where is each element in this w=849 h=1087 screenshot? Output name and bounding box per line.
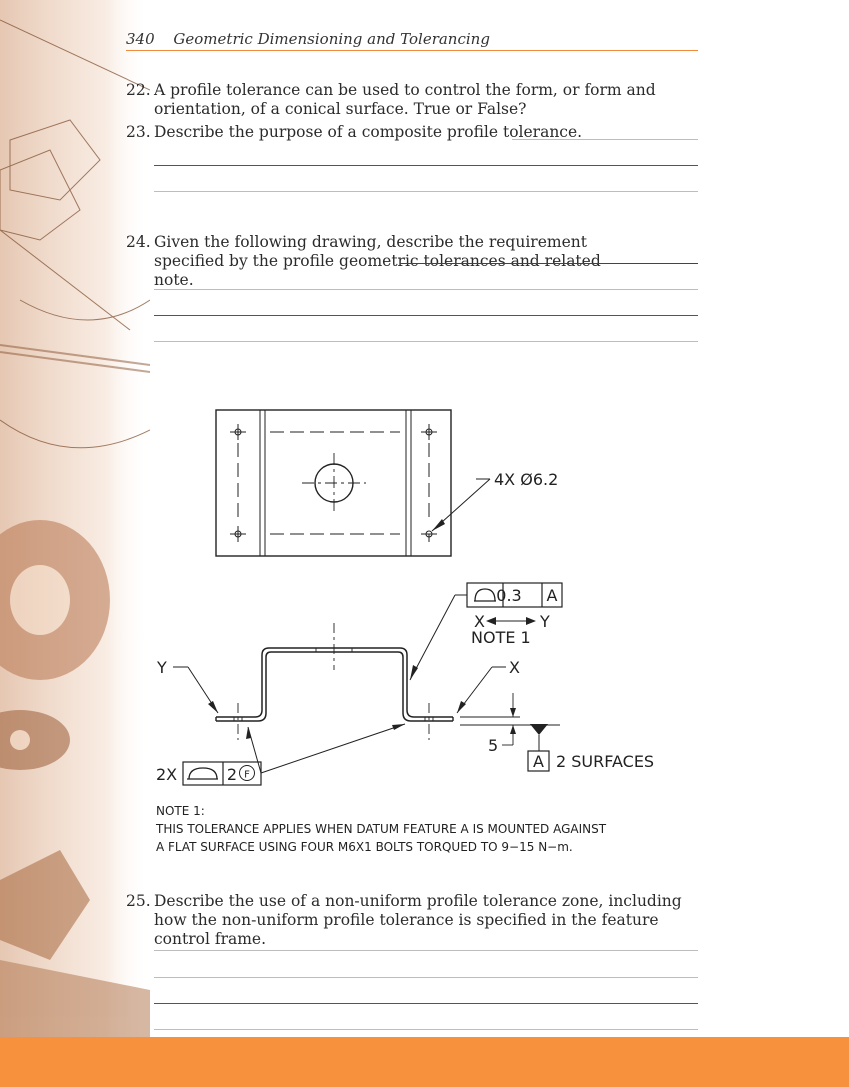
datum-triangle bbox=[530, 724, 548, 735]
label-y: Y bbox=[157, 658, 167, 677]
profile-of-surface-icon bbox=[187, 768, 218, 779]
question-number: 22. bbox=[126, 81, 151, 99]
answer-line[interactable] bbox=[154, 341, 698, 342]
question-25 bbox=[126, 892, 706, 949]
between-x-label: X bbox=[474, 612, 485, 631]
answer-line[interactable] bbox=[512, 139, 698, 140]
fcf-top-value: 0.3 bbox=[496, 586, 522, 605]
datum-a-label: A bbox=[533, 752, 544, 771]
fcf-top-datum: A bbox=[546, 586, 558, 605]
hole-callout: 4X Ø6.2 bbox=[494, 470, 559, 489]
note-title: NOTE 1: bbox=[156, 804, 205, 818]
question-24 bbox=[126, 233, 706, 290]
answer-line[interactable] bbox=[154, 977, 698, 978]
answer-line[interactable] bbox=[154, 1003, 698, 1004]
question-number: 25. bbox=[126, 892, 151, 910]
question-text: A profile tolerance can be used to control the form, or form and orientation, of a conical surface. True or False? bbox=[154, 81, 656, 118]
running-title: Geometric Dimensioning and Tolerancing bbox=[173, 30, 490, 48]
question-number: 23. bbox=[126, 123, 151, 141]
answer-line[interactable] bbox=[154, 1029, 698, 1030]
question-22 bbox=[126, 81, 706, 119]
fcf-bottom-multiplier: 2X bbox=[156, 765, 178, 784]
fcf-bottom-value: 2 bbox=[226, 765, 238, 784]
decorative-margin-art bbox=[0, 0, 150, 1040]
answer-line[interactable] bbox=[154, 191, 698, 192]
page-number: 340 bbox=[126, 30, 155, 48]
answer-line[interactable] bbox=[154, 289, 698, 290]
question-number: 24. bbox=[126, 233, 151, 251]
footer-bar bbox=[0, 1037, 849, 1087]
answer-line[interactable] bbox=[154, 315, 698, 316]
question-text: Given the following drawing, describe the requirement specified by the profile geometric tolerances and related note. bbox=[154, 233, 601, 289]
between-y-label: Y bbox=[540, 612, 550, 631]
answer-line[interactable] bbox=[154, 950, 698, 951]
note-line-2: A FLAT SURFACE USING FOUR M6X1 BOLTS TORQUED TO 9−15 N−m. bbox=[156, 840, 573, 854]
running-header bbox=[126, 30, 698, 51]
fcf-bottom-modifier: F bbox=[244, 769, 250, 781]
answer-line[interactable] bbox=[154, 165, 698, 166]
question-text: Describe the use of a non-uniform profile tolerance zone, including how the non-uniform profile tolerance is specified in the feature control frame. bbox=[154, 892, 682, 948]
dimension-5: 5 bbox=[488, 736, 499, 755]
part-profile-outer bbox=[216, 648, 453, 717]
note-reference: NOTE 1 bbox=[471, 628, 531, 647]
profile-of-surface-icon bbox=[474, 589, 496, 601]
answer-line[interactable] bbox=[400, 263, 698, 264]
question-text: Describe the purpose of a composite profile tolerance. bbox=[154, 123, 583, 141]
profile-tolerance-drawing bbox=[130, 395, 690, 875]
note-line-1: THIS TOLERANCE APPLIES WHEN DATUM FEATURE A IS MOUNTED AGAINST bbox=[156, 822, 607, 836]
datum-surfaces-text: 2 SURFACES bbox=[556, 752, 655, 771]
label-x: X bbox=[509, 658, 520, 677]
